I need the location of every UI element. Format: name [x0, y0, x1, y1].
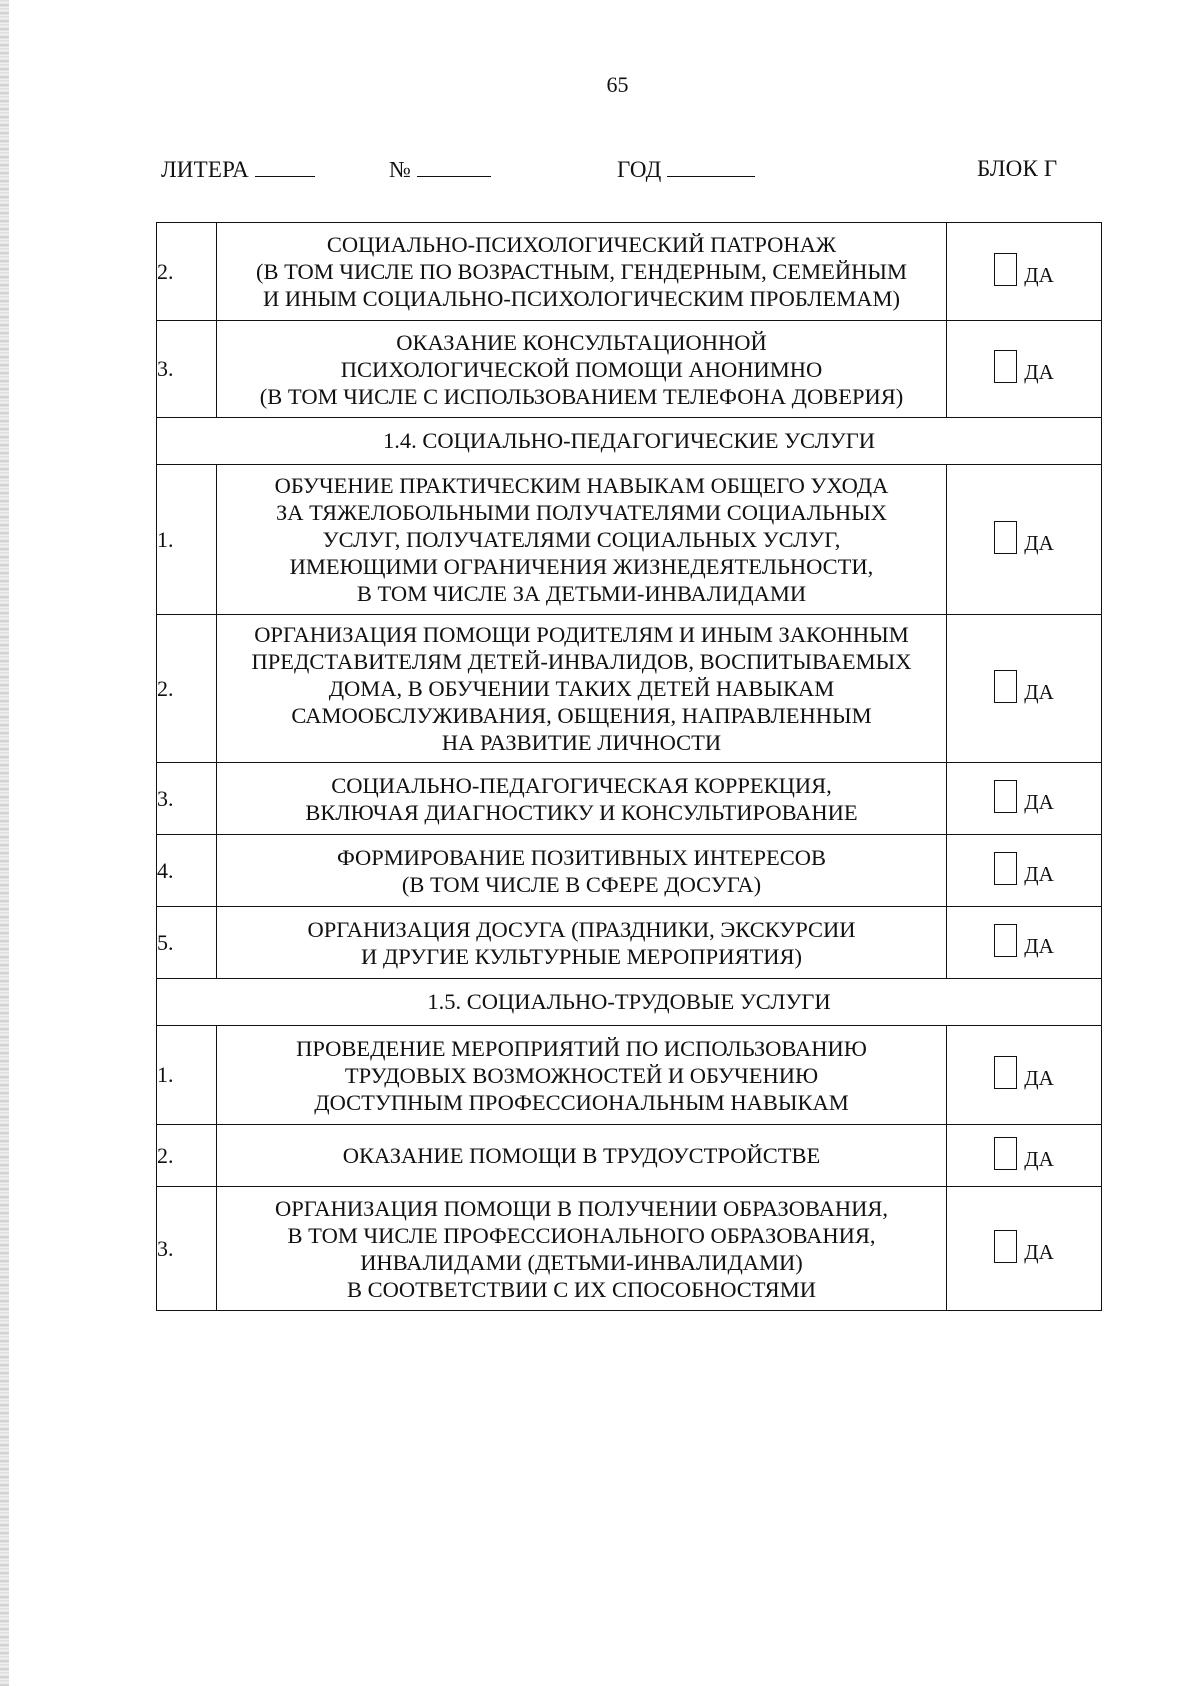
description-line: В СООТВЕТСТВИИ С ИХ СПОСОБНОСТЯМИ	[347, 1276, 816, 1302]
row-number: 4.	[157, 835, 217, 907]
description-line: ИМЕЮЩИМИ ОГРАНИЧЕНИЯ ЖИЗНЕДЕЯТЕЛЬНОСТИ,	[289, 554, 874, 579]
description-line: ВКЛЮЧАЯ ДИАГНОСТИКУ И КОНСУЛЬТИРОВАНИЕ	[305, 799, 858, 825]
service-row	[157, 1187, 1102, 1311]
yes-checkbox[interactable]	[994, 350, 1017, 383]
yes-option[interactable]	[994, 670, 1054, 703]
yes-label: ДА	[1024, 861, 1054, 886]
yes-checkbox[interactable]	[994, 253, 1017, 286]
litera-field	[161, 156, 315, 183]
yes-option[interactable]	[994, 521, 1054, 554]
row-number: 5.	[157, 907, 217, 979]
description-line: ИНВАЛИДАМИ (ДЕТЬМИ-ИНВАЛИДАМИ)	[360, 1249, 803, 1275]
description-line: САМООБСЛУЖИВАНИЯ, ОБЩЕНИЯ, НАПРАВЛЕННЫМ	[291, 703, 872, 728]
scan-edge-artifact	[0, 0, 9, 1686]
number-field	[389, 156, 491, 183]
yes-option[interactable]	[994, 350, 1054, 383]
description-line: СОЦИАЛЬНО-ПЕДАГОГИЧЕСКАЯ КОРРЕКЦИЯ,	[331, 772, 832, 798]
yes-checkbox[interactable]	[994, 852, 1017, 885]
number-blank[interactable]	[417, 156, 491, 177]
service-row	[157, 907, 1102, 979]
description-line: (В ТОМ ЧИСЛЕ В СФЕРЕ ДОСУГА)	[401, 871, 762, 897]
answer-cell	[947, 1187, 1102, 1311]
description-line: (В ТОМ ЧИСЛЕ ПО ВОЗРАСТНЫМ, ГЕНДЕРНЫМ, СЕМЕЙНЫМ	[255, 259, 908, 284]
answer-cell	[947, 321, 1102, 418]
row-number: 3.	[157, 321, 217, 418]
service-row	[157, 465, 1102, 615]
yes-option[interactable]	[994, 1137, 1054, 1170]
yes-option[interactable]	[994, 852, 1054, 885]
page-number: 65	[606, 72, 629, 97]
yes-label: ДА	[1024, 262, 1054, 287]
description-line: УСЛУГ, ПОЛУЧАТЕЛЯМИ СОЦИАЛЬНЫХ УСЛУГ,	[322, 527, 841, 552]
description-line: ФОРМИРОВАНИЕ ПОЗИТИВНЫХ ИНТЕРЕСОВ	[336, 844, 827, 870]
description-line: ПРОВЕДЕНИЕ МЕРОПРИЯТИЙ ПО ИСПОЛЬЗОВАНИЮ	[296, 1035, 867, 1061]
service-description	[217, 615, 947, 763]
yes-label: ДА	[1024, 1146, 1054, 1171]
yes-label: ДА	[1024, 679, 1054, 704]
service-row	[157, 1026, 1102, 1125]
yes-label: ДА	[1024, 360, 1054, 384]
service-row	[157, 615, 1102, 763]
description-line: ОРГАНИЗАЦИЯ ДОСУГА (ПРАЗДНИКИ, ЭКСКУРСИИ	[307, 916, 856, 942]
service-description	[217, 907, 947, 979]
service-row	[157, 321, 1102, 418]
section-header-row	[157, 418, 1102, 465]
service-description	[217, 835, 947, 907]
section-title: 1.5. СОЦИАЛЬНО-ТРУДОВЫЕ УСЛУГИ	[157, 979, 1102, 1026]
description-line: ДОМА, В ОБУЧЕНИИ ТАКИХ ДЕТЕЙ НАВЫКАМ	[328, 676, 835, 701]
description-line: ДОСТУПНЫМ ПРОФЕССИОНАЛЬНЫМ НАВЫКАМ	[314, 1089, 849, 1115]
yes-option[interactable]	[994, 780, 1054, 813]
answer-cell	[947, 835, 1102, 907]
yes-label: ДА	[1024, 1066, 1054, 1090]
yes-checkbox[interactable]	[994, 924, 1017, 957]
service-description	[217, 763, 947, 835]
service-row	[157, 763, 1102, 835]
answer-cell	[947, 223, 1102, 321]
service-row	[157, 835, 1102, 907]
yes-option[interactable]	[994, 253, 1054, 286]
row-number: 1.	[157, 1026, 217, 1125]
description-line: СОЦИАЛЬНО-ПСИХОЛОГИЧЕСКИЙ ПАТРОНАЖ	[326, 232, 837, 257]
yes-label: ДА	[1024, 530, 1054, 555]
answer-cell	[947, 615, 1102, 763]
yes-checkbox[interactable]	[994, 670, 1017, 703]
services-table	[156, 222, 1102, 1311]
service-description	[217, 465, 947, 615]
service-description	[217, 223, 947, 321]
description-line: ТРУДОВЫХ ВОЗМОЖНОСТЕЙ И ОБУЧЕНИЮ	[344, 1062, 819, 1088]
yes-checkbox[interactable]	[994, 1056, 1017, 1089]
row-number: 2.	[157, 615, 217, 763]
row-number: 3.	[157, 763, 217, 835]
litera-label: ЛИТЕРА	[161, 157, 249, 182]
answer-cell	[947, 1026, 1102, 1125]
year-label: ГОД	[617, 157, 662, 182]
service-row	[157, 223, 1102, 321]
description-line: ЗА ТЯЖЕЛОБОЛЬНЫМИ ПОЛУЧАТЕЛЯМИ СОЦИАЛЬНЫХ	[275, 500, 888, 525]
answer-cell	[947, 1125, 1102, 1187]
answer-cell	[947, 907, 1102, 979]
description-line: ОБУЧЕНИЕ ПРАКТИЧЕСКИМ НАВЫКАМ ОБЩЕГО УХОДА	[274, 473, 889, 498]
block-label: БЛОК Г	[977, 156, 1058, 181]
description-line: ОРГАНИЗАЦИЯ ПОМОЩИ В ПОЛУЧЕНИИ ОБРАЗОВАНИЯ,	[275, 1195, 888, 1221]
yes-label: ДА	[1024, 1239, 1054, 1264]
year-field	[617, 156, 755, 183]
yes-option[interactable]	[994, 1056, 1054, 1089]
description-line: ОКАЗАНИЕ КОНСУЛЬТАЦИОННОЙ	[396, 329, 767, 355]
yes-label: ДА	[1024, 933, 1054, 958]
description-line: ОРГАНИЗАЦИЯ ПОМОЩИ РОДИТЕЛЯМ И ИНЫМ ЗАКОННЫМ	[254, 622, 909, 647]
service-description	[217, 1026, 947, 1125]
description-line: НА РАЗВИТИЕ ЛИЧНОСТИ	[441, 730, 722, 755]
section-title: 1.4. СОЦИАЛЬНО-ПЕДАГОГИЧЕСКИЕ УСЛУГИ	[157, 418, 1102, 465]
service-row	[157, 1125, 1102, 1187]
row-number: 3.	[157, 1187, 217, 1311]
yes-checkbox[interactable]	[994, 780, 1017, 813]
description-line: В ТОМ ЧИСЛЕ ПРОФЕССИОНАЛЬНОГО ОБРАЗОВАНИЯ,	[287, 1222, 876, 1248]
answer-cell	[947, 465, 1102, 615]
row-number: 2.	[157, 1125, 217, 1187]
description-line: ПСИХОЛОГИЧЕСКОЙ ПОМОЩИ АНОНИМНО	[340, 356, 823, 382]
row-number: 2.	[157, 223, 217, 321]
description-line: И ИНЫМ СОЦИАЛЬНО-ПСИХОЛОГИЧЕСКИМ ПРОБЛЕМАМ)	[263, 286, 900, 311]
description-line: И ДРУГИЕ КУЛЬТУРНЫЕ МЕРОПРИЯТИЯ)	[361, 943, 802, 969]
litera-blank[interactable]	[255, 156, 315, 177]
yes-option[interactable]	[994, 1230, 1054, 1263]
service-description	[217, 1125, 947, 1187]
yes-checkbox[interactable]	[994, 1137, 1017, 1170]
service-description	[217, 321, 947, 418]
number-label: №	[389, 157, 412, 182]
answer-cell	[947, 763, 1102, 835]
description-line: ПРЕДСТАВИТЕЛЯМ ДЕТЕЙ-ИНВАЛИДОВ, ВОСПИТЫВАЕМЫХ	[251, 649, 912, 674]
yes-checkbox[interactable]	[994, 1230, 1017, 1263]
year-blank[interactable]	[667, 156, 755, 177]
yes-checkbox[interactable]	[994, 521, 1017, 554]
description-line: ОКАЗАНИЕ ПОМОЩИ В ТРУДОУСТРОЙСТВЕ	[342, 1143, 821, 1168]
section-header-row	[157, 979, 1102, 1026]
description-line: (В ТОМ ЧИСЛЕ С ИСПОЛЬЗОВАНИЕМ ТЕЛЕФОНА ДОВЕРИЯ)	[259, 383, 904, 409]
row-number: 1.	[157, 465, 217, 615]
service-description	[217, 1187, 947, 1311]
yes-label: ДА	[1024, 789, 1054, 814]
description-line: В ТОМ ЧИСЛЕ ЗА ДЕТЬМИ-ИНВАЛИДАМИ	[356, 581, 807, 606]
yes-option[interactable]	[994, 924, 1054, 957]
